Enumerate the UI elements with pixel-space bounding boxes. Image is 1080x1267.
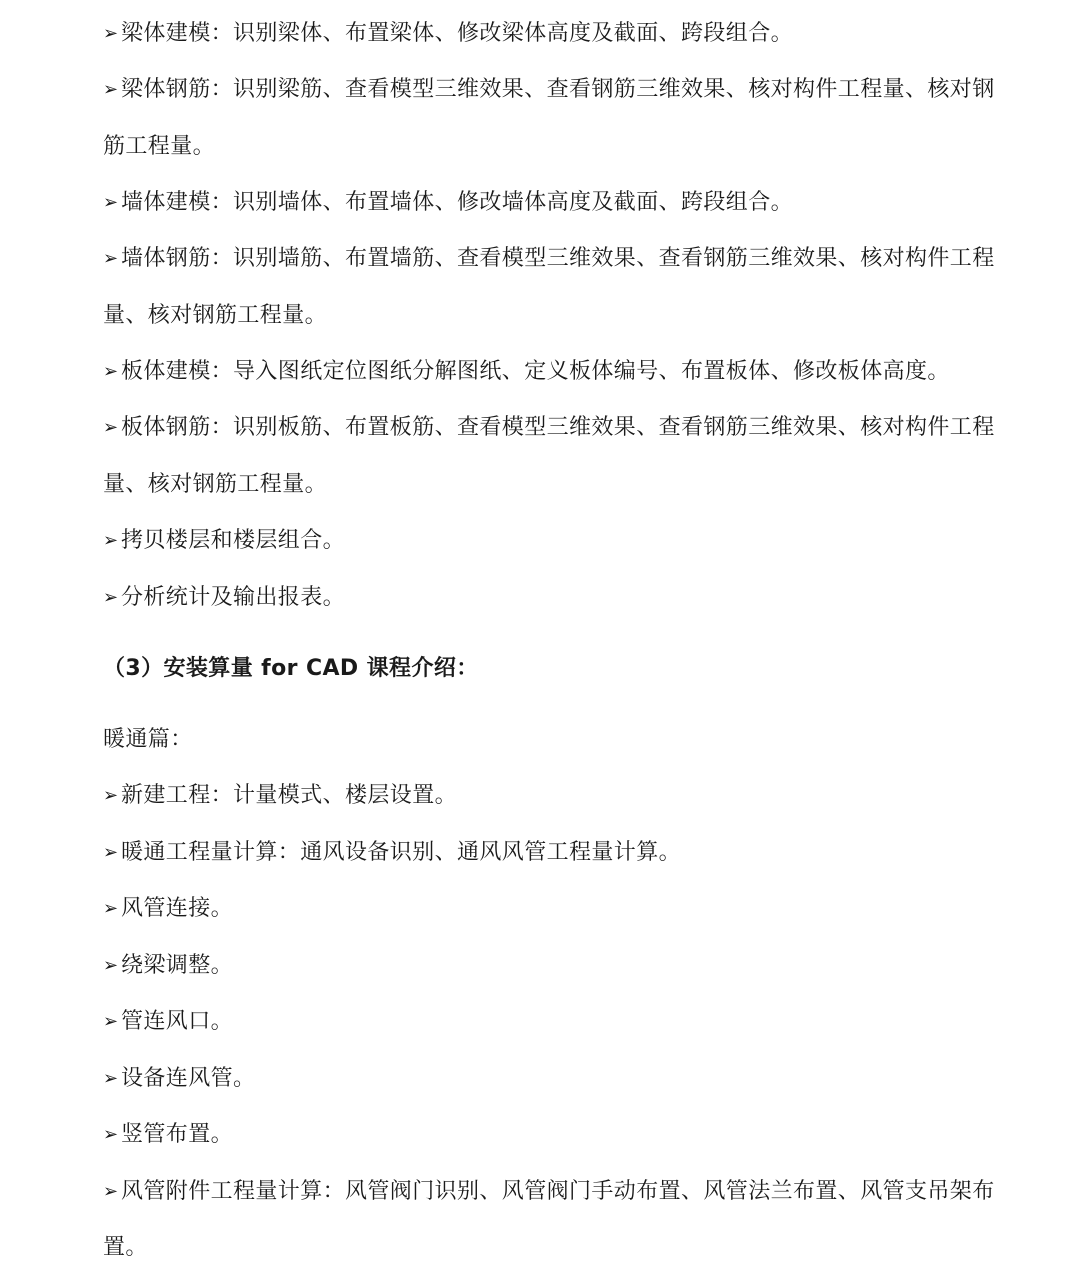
- list-item: ➢ 分析统计及输出报表。: [103, 582, 983, 614]
- arrow-bullet-icon: ➢: [103, 587, 119, 608]
- list-item: ➢ 拷贝楼层和楼层组合。: [103, 525, 983, 557]
- list-item: ➢ 绕梁调整。: [103, 950, 983, 982]
- continuation-line: 量、核对钢筋工程量。: [103, 303, 328, 328]
- arrow-bullet-icon: ➢: [103, 192, 119, 213]
- arrow-bullet-icon: ➢: [103, 530, 119, 551]
- list-item: ➢ 板体建模：导入图纸定位图纸分解图纸、定义板体编号、布置板体、修改板体高度。: [103, 356, 983, 388]
- list-item: ➢ 管连风口。: [103, 1006, 983, 1038]
- arrow-bullet-icon: ➢: [103, 955, 119, 976]
- continuation-line: 量、核对钢筋工程量。: [103, 472, 328, 497]
- arrow-bullet-icon: ➢: [103, 1011, 119, 1032]
- arrow-bullet-icon: ➢: [103, 1124, 119, 1145]
- continuation-line: 筋工程量。: [103, 134, 216, 159]
- list-item: ➢ 新建工程：计量模式、楼层设置。: [103, 780, 983, 812]
- list-item: ➢ 暖通工程量计算：通风设备识别、通风风管工程量计算。: [103, 837, 983, 869]
- arrow-bullet-icon: ➢: [103, 417, 119, 438]
- arrow-bullet-icon: ➢: [103, 361, 119, 382]
- arrow-bullet-icon: ➢: [103, 79, 119, 100]
- list-item: ➢ 板体钢筋：识别板筋、布置板筋、查看模型三维效果、查看钢筋三维效果、核对构件工程: [103, 412, 983, 444]
- list-item: ➢ 竖管布置。: [103, 1119, 983, 1151]
- list-item: ➢ 墙体钢筋：识别墙筋、布置墙筋、查看模型三维效果、查看钢筋三维效果、核对构件工程: [103, 243, 983, 275]
- list-item: ➢ 梁体钢筋：识别梁筋、查看模型三维效果、查看钢筋三维效果、核对构件工程量、核对钢: [103, 74, 983, 106]
- arrow-bullet-icon: ➢: [103, 785, 119, 806]
- list-item: ➢ 梁体建模：识别梁体、布置梁体、修改梁体高度及截面、跨段组合。: [103, 18, 983, 50]
- arrow-bullet-icon: ➢: [103, 248, 119, 269]
- list-item: ➢ 墙体建模：识别墙体、布置墙体、修改墙体高度及截面、跨段组合。: [103, 187, 983, 219]
- list-item: ➢ 设备连风管。: [103, 1063, 983, 1095]
- arrow-bullet-icon: ➢: [103, 1068, 119, 1089]
- list-item: ➢ 风管连接。: [103, 893, 983, 925]
- arrow-bullet-icon: ➢: [103, 1181, 119, 1202]
- section-heading: （3）安装算量 for CAD 课程介绍：: [103, 656, 479, 681]
- arrow-bullet-icon: ➢: [103, 23, 119, 44]
- continuation-line: 置。: [103, 1235, 148, 1260]
- arrow-bullet-icon: ➢: [103, 898, 119, 919]
- list-item: ➢ 风管附件工程量计算：风管阀门识别、风管阀门手动布置、风管法兰布置、风管支吊架布: [103, 1176, 983, 1208]
- subsection-label: 暖通篇：: [103, 727, 193, 752]
- arrow-bullet-icon: ➢: [103, 842, 119, 863]
